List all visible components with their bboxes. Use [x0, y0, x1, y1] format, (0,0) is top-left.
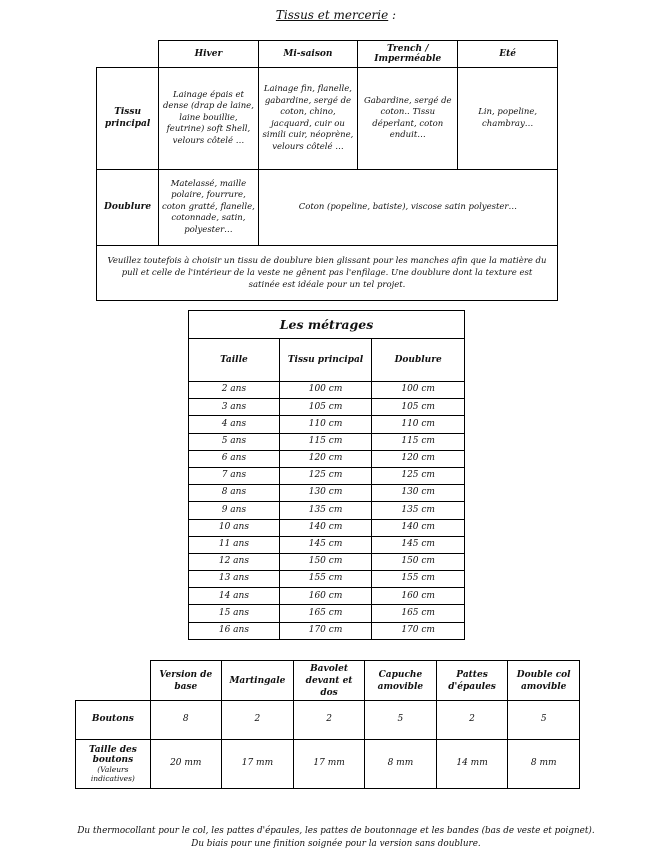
metrages-row	[189, 536, 465, 553]
boutons-count: 5	[508, 701, 580, 740]
metrages-caption: Les métrages	[189, 311, 465, 339]
column-header-pattes-epaules: Pattes d'épaules	[436, 661, 508, 701]
metrages-row	[189, 588, 465, 605]
metrages-row	[189, 382, 465, 399]
row-note	[97, 246, 558, 301]
taille-value: 8 mm	[508, 740, 580, 789]
title-suffix: :	[388, 8, 397, 22]
column-header-trench: Trench / Imperméable	[358, 41, 458, 68]
metrages-doublure: 150 cm	[372, 553, 465, 570]
metrages-doublure: 130 cm	[372, 485, 465, 502]
metrages-body	[189, 382, 465, 640]
metrages-taille: 10 ans	[189, 519, 280, 536]
boutons-count: 2	[221, 701, 293, 740]
metrages-row	[189, 553, 465, 570]
row-label-taille-boutons	[76, 740, 151, 789]
row-tissu-principal	[97, 68, 558, 170]
buttons-corner-cell	[76, 661, 151, 701]
metrages-tissu-principal: 150 cm	[279, 553, 372, 570]
metrages-tissu-principal: 130 cm	[279, 485, 372, 502]
fabrics-corner-cell	[97, 41, 159, 68]
cell-doublure-hiver: Matelassé, maille polaire, fourrure, coton gratté, flanelle, cotonnade, satin, polyester…	[159, 170, 259, 246]
metrages-tissu-principal: 140 cm	[279, 519, 372, 536]
column-header-mi-saison: Mi-saison	[258, 41, 357, 68]
metrages-doublure: 110 cm	[372, 416, 465, 433]
cell-tissu-trench: Gabardine, sergé de coton.. Tissu déperlant, coton enduit…	[358, 68, 458, 170]
metrages-doublure: 115 cm	[372, 433, 465, 450]
metrages-row	[189, 485, 465, 502]
metrages-taille: 16 ans	[189, 622, 280, 639]
metrages-taille: 15 ans	[189, 605, 280, 622]
metrages-row	[189, 622, 465, 639]
metrages-doublure: 105 cm	[372, 399, 465, 416]
metrages-row	[189, 605, 465, 622]
cell-doublure-other-seasons: Coton (popeline, batiste), viscose satin polyester…	[258, 170, 557, 246]
metrages-taille: 2 ans	[189, 382, 280, 399]
column-header-taille: Taille	[189, 339, 280, 382]
metrages-doublure: 135 cm	[372, 502, 465, 519]
metrages-tissu-principal: 125 cm	[279, 467, 372, 484]
metrages-tissu-principal: 100 cm	[279, 382, 372, 399]
metrages-doublure: 170 cm	[372, 622, 465, 639]
metrages-tissu-principal: 120 cm	[279, 450, 372, 467]
metrages-taille: 4 ans	[189, 416, 280, 433]
column-header-version-de-base: Version de base	[150, 661, 221, 701]
column-header-martingale: Martingale	[221, 661, 293, 701]
metrages-doublure: 120 cm	[372, 450, 465, 467]
metrages-taille: 8 ans	[189, 485, 280, 502]
metrages-tissu-principal: 165 cm	[279, 605, 372, 622]
footer-notes	[0, 825, 672, 851]
metrages-taille: 5 ans	[189, 433, 280, 450]
metrages-tissu-principal: 170 cm	[279, 622, 372, 639]
row-label-doublure: Doublure	[97, 170, 159, 246]
metrages-tissu-principal: 135 cm	[279, 502, 372, 519]
metrages-doublure: 140 cm	[372, 519, 465, 536]
page-title	[0, 8, 672, 22]
row-taille-boutons	[76, 740, 580, 789]
column-header-tissu-principal: Tissu principal	[279, 339, 372, 382]
metrages-tissu-principal: 115 cm	[279, 433, 372, 450]
footer-line-thermocollant: Du thermocollant pour le col, les pattes d'épaules, les pattes de boutonnage et les bandes (bas de veste et poignet).	[77, 826, 595, 836]
metrages-tissu-principal: 145 cm	[279, 536, 372, 553]
metrages-row	[189, 433, 465, 450]
row-doublure	[97, 170, 558, 246]
taille-sublabel: (Valeurs indicatives)	[90, 765, 135, 783]
taille-value: 17 mm	[221, 740, 293, 789]
metrages-doublure: 145 cm	[372, 536, 465, 553]
column-header-doublure: Doublure	[372, 339, 465, 382]
cell-tissu-ete: Lin, popeline, chambray…	[458, 68, 558, 170]
metrages-taille: 13 ans	[189, 571, 280, 588]
metrages-doublure: 155 cm	[372, 571, 465, 588]
metrages-tissu-principal: 155 cm	[279, 571, 372, 588]
boutons-count: 5	[365, 701, 437, 740]
metrages-doublure: 160 cm	[372, 588, 465, 605]
metrages-taille: 11 ans	[189, 536, 280, 553]
metrages-row	[189, 519, 465, 536]
metrages-taille: 3 ans	[189, 399, 280, 416]
footer-line-biais: Du biais pour une finition soignée pour la version sans doublure.	[191, 839, 481, 849]
metrages-row	[189, 502, 465, 519]
metrages-taille: 14 ans	[189, 588, 280, 605]
metrages-row	[189, 467, 465, 484]
metrages-header-row	[189, 339, 465, 382]
metrages-doublure: 100 cm	[372, 382, 465, 399]
metrages-tissu-principal: 160 cm	[279, 588, 372, 605]
buttons-header-row	[76, 661, 580, 701]
metrages-taille: 12 ans	[189, 553, 280, 570]
metrages-caption-row	[189, 311, 465, 339]
taille-value: 20 mm	[150, 740, 221, 789]
taille-value: 14 mm	[436, 740, 508, 789]
boutons-count: 8	[150, 701, 221, 740]
taille-value: 17 mm	[294, 740, 365, 789]
taille-value: 8 mm	[365, 740, 437, 789]
metrages-taille: 9 ans	[189, 502, 280, 519]
metrages-table	[188, 310, 465, 640]
metrages-row	[189, 571, 465, 588]
metrages-row	[189, 399, 465, 416]
column-header-ete: Eté	[458, 41, 558, 68]
column-header-capuche: Capuche amovible	[365, 661, 437, 701]
fabrics-table	[96, 40, 558, 301]
column-header-bavolet: Bavolet devant et dos	[294, 661, 365, 701]
taille-label: Taille des boutons	[88, 745, 137, 765]
metrages-tissu-principal: 105 cm	[279, 399, 372, 416]
row-label-boutons: Boutons	[76, 701, 151, 740]
title-text: Tissus et mercerie	[275, 8, 389, 22]
boutons-count: 2	[436, 701, 508, 740]
cell-tissu-hiver: Lainage épais et dense (drap de laine, laine bouillie, feutrine) soft Shell, velours côtelé …	[159, 68, 259, 170]
metrages-row	[189, 450, 465, 467]
buttons-table	[75, 660, 580, 789]
row-label-tissu-principal: Tissu principal	[97, 68, 159, 170]
column-header-double-col: Double col amovible	[508, 661, 580, 701]
metrages-doublure: 125 cm	[372, 467, 465, 484]
metrages-taille: 7 ans	[189, 467, 280, 484]
cell-tissu-mi-saison: Lainage fin, flanelle, gabardine, sergé de coton, chino, jacquard, cuir ou simili cuir, néoprène, velours côtelé …	[258, 68, 357, 170]
column-header-hiver: Hiver	[159, 41, 259, 68]
boutons-count: 2	[294, 701, 365, 740]
fabrics-header-row	[97, 41, 558, 68]
metrages-tissu-principal: 110 cm	[279, 416, 372, 433]
metrages-doublure: 165 cm	[372, 605, 465, 622]
metrages-row	[189, 416, 465, 433]
metrages-taille: 6 ans	[189, 450, 280, 467]
row-boutons	[76, 701, 580, 740]
lining-note: Veuillez toutefois à choisir un tissu de doublure bien glissant pour les manches afin que la matière du pull et celle de l'intérieur de la veste ne gênent pas l'enfilage. Une doublure dont la texture est satinée est idéale pour un tel projet.	[97, 246, 558, 301]
